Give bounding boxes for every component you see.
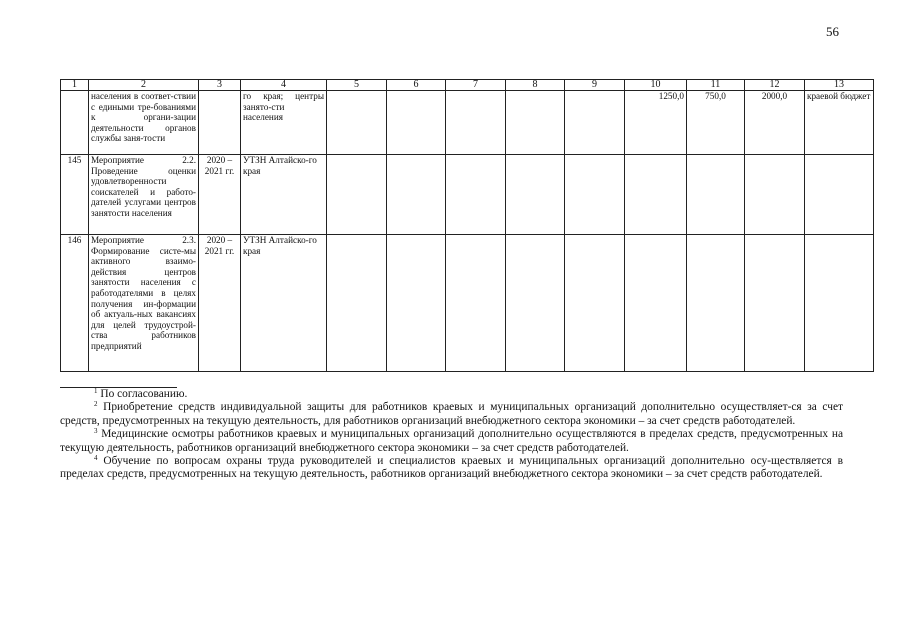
executor-cell: УТЗН Алтайско-го края <box>241 235 327 372</box>
amount-cell: 2000,0 <box>745 91 805 155</box>
measure-cell: Мероприятие 2.2. Проведение оценки удовлетворенности соискателей и работо-дателей услугами центров занятости населения <box>89 155 199 235</box>
footnote-text: По согласованию. <box>100 388 188 400</box>
column-number: 13 <box>805 80 874 91</box>
amount-cell: 750,0 <box>687 91 745 155</box>
column-number: 3 <box>199 80 241 91</box>
page-number: 56 <box>826 24 839 39</box>
amount-cell: 1250,0 <box>625 91 687 155</box>
row-number-cell: 146 <box>61 235 89 372</box>
executor-cell: УТЗН Алтайско-го края <box>241 155 327 235</box>
table-header-row <box>61 80 874 91</box>
period-cell: 2020 – 2021 гг. <box>199 155 241 235</box>
column-number: 4 <box>241 80 327 91</box>
row-number-cell: 145 <box>61 155 89 235</box>
footnote-text: Приобретение средств индивидуальной защиты для работников краевых и муниципальных организаций дополнительно осуществляет-ся за счет средств, предусмотренных на текущую деятельность, для работников организаций внебюджетного сектора экономики – за счет средств работодателей. <box>60 401 843 427</box>
table-row <box>61 235 874 372</box>
column-number: 9 <box>565 80 625 91</box>
footnote <box>60 428 843 455</box>
footnotes <box>60 388 843 482</box>
column-number: 7 <box>446 80 506 91</box>
footnote-mark: 3 <box>94 427 98 436</box>
footnote-mark: 2 <box>94 400 98 409</box>
measure-cell: Мероприятие 2.3. Формирование систе-мы активного взаимо-действия центров занятости населения с работодателями в целях получения ин-формации об актуаль-ных вакансиях для целей трудоустрой-ства работников предприятий <box>89 235 199 372</box>
column-number: 5 <box>327 80 387 91</box>
program-measures-table <box>60 79 874 372</box>
footnote <box>60 455 843 482</box>
column-number: 1 <box>61 80 89 91</box>
footnote <box>60 401 843 428</box>
column-number: 11 <box>687 80 745 91</box>
table-row <box>61 155 874 235</box>
column-number: 10 <box>625 80 687 91</box>
measure-cell: населения в соответ-ствии с едиными тре-бованиями к органи-зации деятельности органов службы заня-тости <box>89 91 199 155</box>
column-number: 6 <box>387 80 446 91</box>
table-row-continuation <box>61 91 874 155</box>
column-number: 8 <box>506 80 565 91</box>
footnote <box>60 388 843 401</box>
footnote-text: Медицинские осмотры работников краевых и муниципальных организаций дополнительно осуществляются в пределах средств, предусмотренных на текущую деятельность, работников организаций внебюджетного сектора экономики – за счет средств работодателей. <box>60 428 843 454</box>
executor-cell: го края; центры занято-сти населения <box>241 91 327 155</box>
footnote-text: Обучение по вопросам охраны труда руководителей и специалистов краевых и муниципальных организаций дополнительно осу-ществляется в пределах средств, предусмотренных на текущую деятельность, работников организаций внебюджетного сектора экономики – за счет средств работодателей. <box>60 455 843 481</box>
footnote-mark: 1 <box>94 387 98 395</box>
column-number: 2 <box>89 80 199 91</box>
column-number: 12 <box>745 80 805 91</box>
period-cell: 2020 – 2021 гг. <box>199 235 241 372</box>
footnote-mark: 4 <box>94 454 98 463</box>
funding-source-cell: краевой бюджет <box>805 91 874 155</box>
